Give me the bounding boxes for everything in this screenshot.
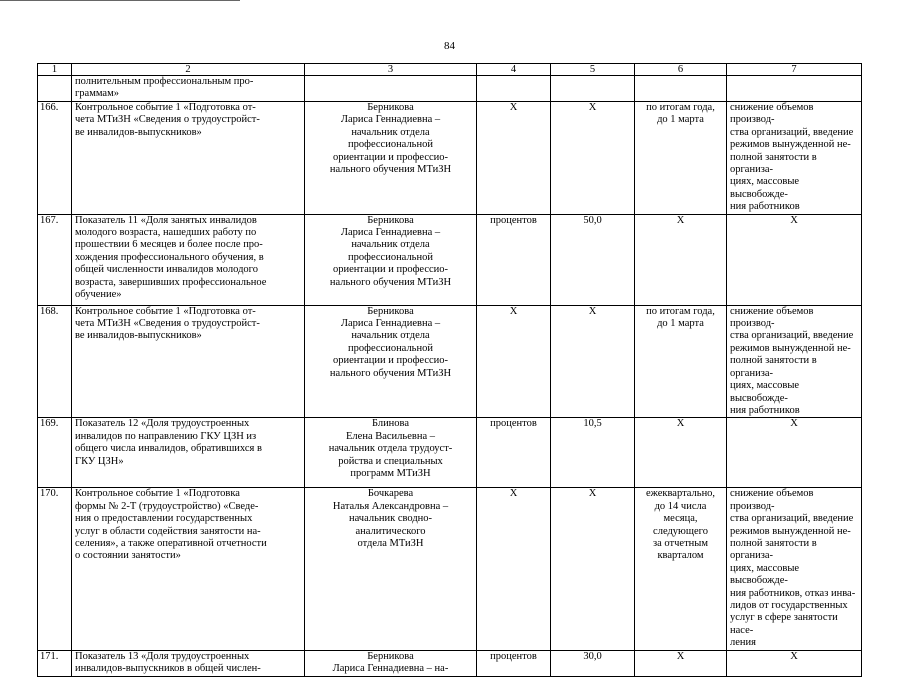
row-unit: X	[477, 488, 551, 650]
row-value: X	[551, 305, 635, 418]
plan-table	[37, 63, 862, 677]
header-cell: 6	[635, 64, 727, 76]
table-row	[38, 102, 862, 215]
row-name: Показатель 12 «Доля трудоустроенных инвалидов по направлению ГКУ ЦЗН из общего числа инвалидов, обратившихся в ГКУ ЦЗН»	[72, 418, 305, 488]
header-cell: 5	[551, 64, 635, 76]
row-deadline: X	[635, 650, 727, 676]
row-name: Контрольное событие 1 «Подготовка от- чета МТиЗН «Сведения о трудоустройст- ве инвалидов-выпускников»	[72, 102, 305, 215]
row-value: 10,5	[551, 418, 635, 488]
row-deadline: по итогам года, до 1 марта	[635, 102, 727, 215]
table-row	[38, 214, 862, 305]
row-unit: X	[477, 305, 551, 418]
table-row	[38, 418, 862, 488]
header-cell: 7	[727, 64, 862, 76]
table-row	[38, 305, 862, 418]
table-row	[38, 488, 862, 650]
row-risk: X	[727, 418, 862, 488]
row-value: X	[551, 102, 635, 215]
row-risk	[727, 76, 862, 102]
row-risk: снижение объемов производ- ства организаций, введение режимов вынужденной не- полной занятости в организа- циях, массовые высвобожде- ния работников	[727, 305, 862, 418]
table-row	[38, 650, 862, 676]
row-unit: процентов	[477, 650, 551, 676]
row-risk: снижение объемов производ- ства организаций, введение режимов вынужденной не- полной занятости в организа- циях, массовые высвобожде- ния работников, отказ инва- лидов от государственных услуг в сфере занятости насе- ления	[727, 488, 862, 650]
row-number: 168.	[38, 305, 72, 418]
row-deadline	[635, 76, 727, 102]
row-responsible: Берникова Лариса Геннадиевна – начальник отдела профессиональной ориентации и профессио- нального обучения МТиЗН	[305, 305, 477, 418]
row-unit: процентов	[477, 214, 551, 305]
row-responsible: Берникова Лариса Геннадиевна – начальник отдела профессиональной ориентации и профессио- нального обучения МТиЗН	[305, 102, 477, 215]
row-number: 169.	[38, 418, 72, 488]
row-unit: X	[477, 102, 551, 215]
row-name: Показатель 11 «Доля занятых инвалидов молодого возраста, нашедших работу по прошествии 6 месяцев и более после про- хождения профессионального обучения, в общей численности инвалидов молодого возраста, завершивших профессиональное обучение»	[72, 214, 305, 305]
row-name: Контрольное событие 1 «Подготовка формы № 2-Т (трудоустройство) «Сведе- ния о предоставлении государственных услуг в области содействия занятости на- селения», а также оперативной отчетности о состоянии занятости»	[72, 488, 305, 650]
row-responsible	[305, 76, 477, 102]
row-deadline: по итогам года, до 1 марта	[635, 305, 727, 418]
row-deadline: X	[635, 418, 727, 488]
row-name: Контрольное событие 1 «Подготовка от- чета МТиЗН «Сведения о трудоустройст- ве инвалидов-выпускников»	[72, 305, 305, 418]
row-responsible: Бочкарева Наталья Александровна – начальник сводно- аналитического отдела МТиЗН	[305, 488, 477, 650]
header-cell: 3	[305, 64, 477, 76]
row-number: 166.	[38, 102, 72, 215]
row-responsible: Берникова Лариса Геннадиевна – начальник отдела профессиональной ориентации и профессио- нального обучения МТиЗН	[305, 214, 477, 305]
row-number	[38, 76, 72, 102]
row-risk: X	[727, 650, 862, 676]
row-value	[551, 76, 635, 102]
row-risk: X	[727, 214, 862, 305]
row-deadline: X	[635, 214, 727, 305]
header-cell: 4	[477, 64, 551, 76]
page-number: 84	[444, 40, 455, 52]
row-number: 167.	[38, 214, 72, 305]
row-deadline: ежеквартально, до 14 числа месяца, следующего за отчетным кварталом	[635, 488, 727, 650]
row-unit	[477, 76, 551, 102]
top-rule	[0, 0, 240, 1]
row-value: X	[551, 488, 635, 650]
row-name: полнительным профессиональным про- граммам»	[72, 76, 305, 102]
row-unit: процентов	[477, 418, 551, 488]
row-value: 30,0	[551, 650, 635, 676]
header-row	[38, 64, 862, 76]
row-risk: снижение объемов производ- ства организаций, введение режимов вынужденной не- полной занятости в организа- циях, массовые высвобожде- ния работников	[727, 102, 862, 215]
row-responsible: Блинова Елена Васильевна – начальник отдела трудоуст- ройства и специальных программ МТиЗН	[305, 418, 477, 488]
row-responsible: Берникова Лариса Геннадиевна – на-	[305, 650, 477, 676]
row-value: 50,0	[551, 214, 635, 305]
header-cell: 1	[38, 64, 72, 76]
row-number: 170.	[38, 488, 72, 650]
continuation-row	[38, 76, 862, 102]
row-name: Показатель 13 «Доля трудоустроенных инвалидов-выпускников в общей числен-	[72, 650, 305, 676]
header-cell: 2	[72, 64, 305, 76]
row-number: 171.	[38, 650, 72, 676]
